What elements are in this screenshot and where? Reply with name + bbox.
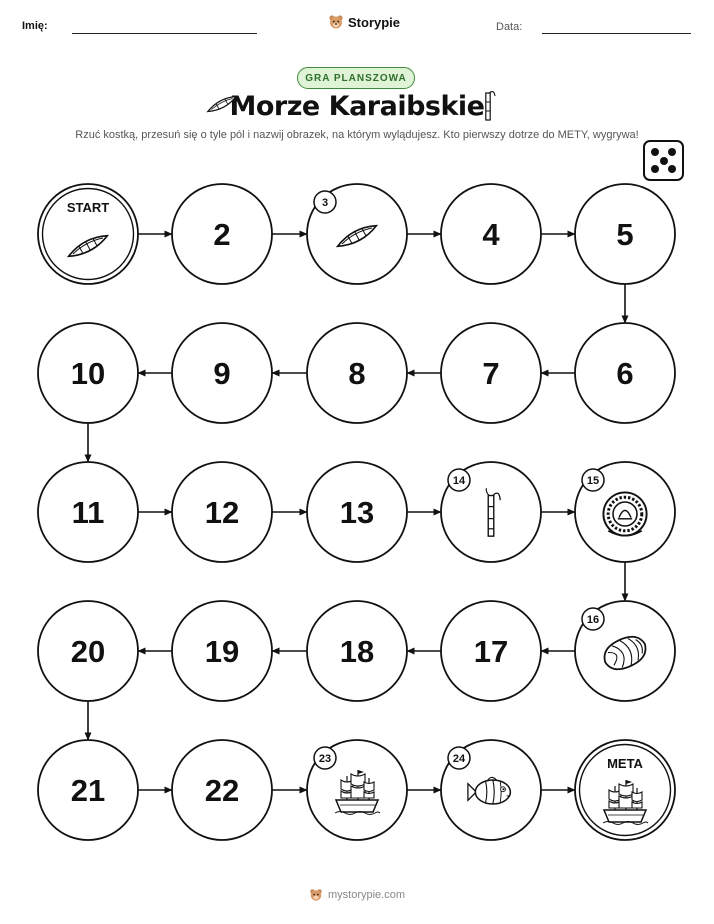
board-space-4[interactable]	[441, 184, 541, 284]
space-number: 6	[616, 356, 634, 391]
board-space-6[interactable]	[575, 323, 675, 423]
space-number: 2	[213, 217, 231, 252]
board-space-21[interactable]	[38, 740, 138, 840]
board-space-10[interactable]	[38, 323, 138, 423]
board-space-12[interactable]	[172, 462, 272, 562]
space-number: 23	[318, 753, 332, 765]
board-space-15[interactable]	[575, 462, 675, 562]
space-number: 7	[482, 356, 500, 391]
space-number: 17	[473, 634, 509, 669]
space-number: 16	[586, 614, 600, 626]
space-number: 11	[71, 495, 105, 530]
board-space-17[interactable]	[441, 601, 541, 701]
board-space-18[interactable]	[307, 601, 407, 701]
space-number: 20	[70, 634, 106, 669]
space-number: 9	[213, 356, 231, 391]
space-number: 13	[339, 495, 375, 530]
space-number: 4	[482, 217, 500, 252]
space-number: 12	[204, 495, 240, 530]
board-space-9[interactable]	[172, 323, 272, 423]
space-number: 15	[586, 475, 600, 487]
space-number: 5	[616, 217, 634, 252]
board-space-5[interactable]	[575, 184, 675, 284]
page-title: Morze Karaibskie	[229, 91, 485, 122]
coin-icon	[603, 492, 646, 535]
space-number: 18	[339, 634, 375, 669]
name-label: Imię:	[22, 20, 48, 32]
game-type-badge: GRA PLANSZOWA	[297, 67, 415, 89]
space-number: 14	[452, 475, 466, 487]
space-number: 3	[321, 197, 329, 209]
board-space-7[interactable]	[441, 323, 541, 423]
footer	[0, 888, 714, 902]
board-space-1[interactable]	[38, 184, 138, 284]
space-number: 24	[452, 753, 466, 765]
space-label: META	[607, 756, 643, 771]
board-space-24[interactable]	[441, 740, 541, 840]
space-circle	[38, 184, 138, 284]
space-number: 21	[70, 773, 106, 808]
board-space-13[interactable]	[307, 462, 407, 562]
board-space-3[interactable]	[307, 184, 407, 284]
board-space-16[interactable]	[575, 601, 675, 701]
board-space-2[interactable]	[172, 184, 272, 284]
bear-logo-icon	[309, 888, 323, 902]
board-space-19[interactable]	[172, 601, 272, 701]
instructions: Rzuć kostką, przesuń się o tyle pól i nazwij obrazek, na którym wylądujesz. Kto pierwszy dotrze do METY, wygrywa!	[75, 129, 639, 141]
space-number: 10	[70, 356, 106, 391]
board-space-11[interactable]	[38, 462, 138, 562]
board-space-25[interactable]	[575, 740, 675, 840]
space-number: 22	[204, 773, 240, 808]
board-space-22[interactable]	[172, 740, 272, 840]
footer-url: mystorypie.com	[327, 889, 406, 901]
space-number: 19	[204, 634, 240, 669]
board-space-14[interactable]	[441, 462, 541, 562]
board-space-20[interactable]	[38, 601, 138, 701]
space-label: START	[66, 200, 110, 215]
space-number: 8	[348, 356, 366, 391]
board-space-23[interactable]	[307, 740, 407, 840]
board-space-8[interactable]	[307, 323, 407, 423]
brand-name: Storypie	[348, 14, 401, 30]
board-cells	[38, 184, 675, 840]
date-label: Data:	[496, 21, 523, 33]
